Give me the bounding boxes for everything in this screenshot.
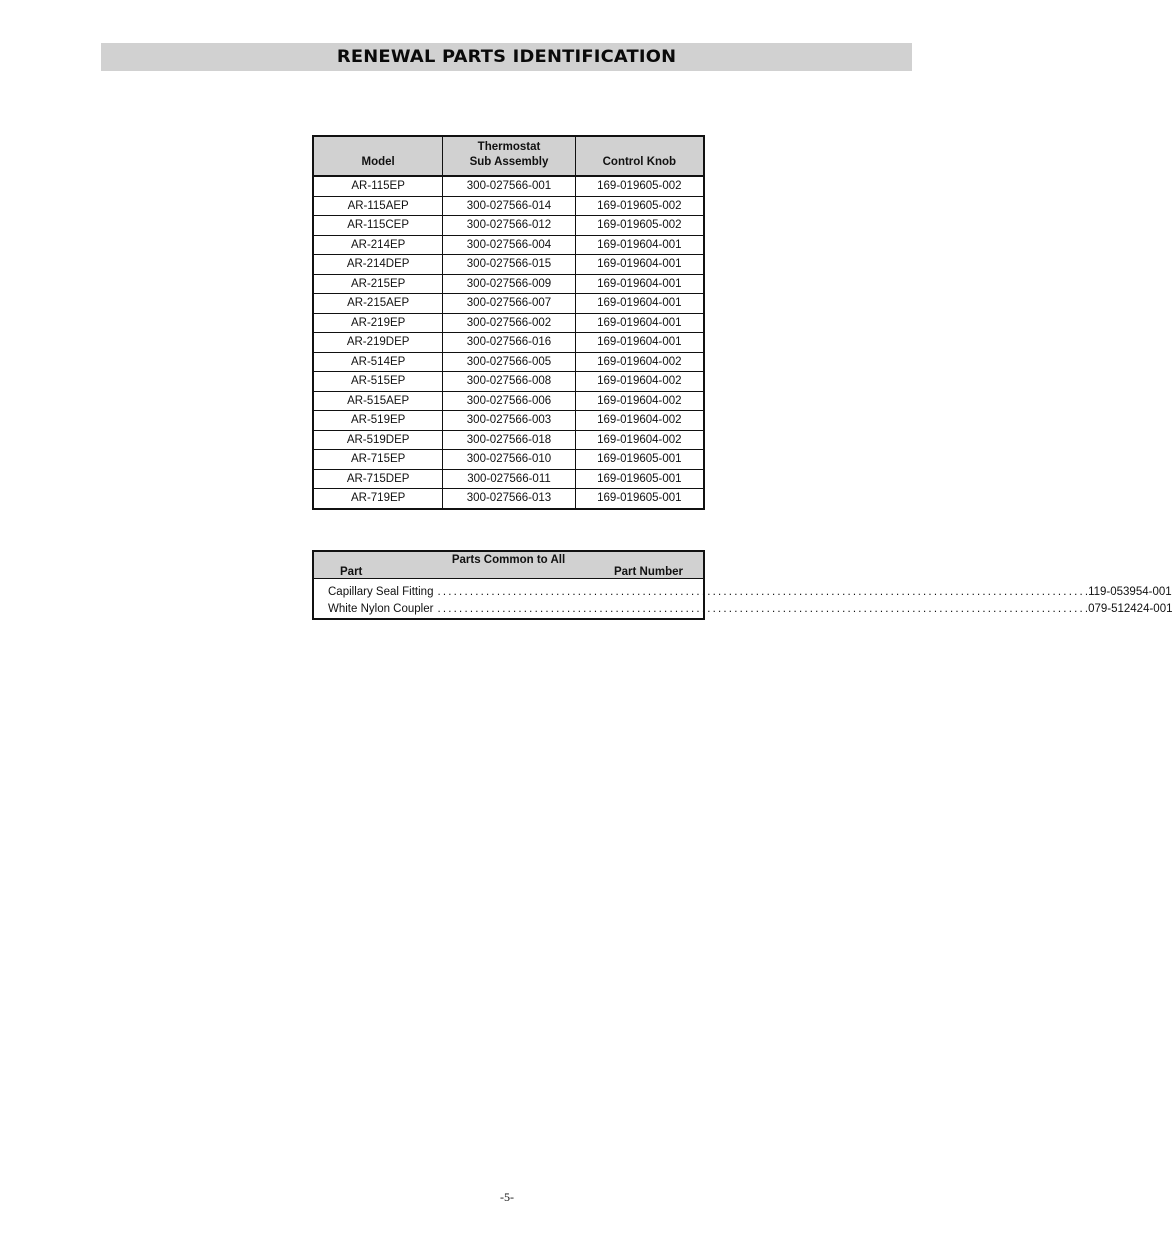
cell-control-knob: 169-019604-002 (575, 411, 704, 431)
cell-thermostat: 300-027566-014 (443, 196, 575, 216)
cell-thermostat: 300-027566-007 (443, 294, 575, 314)
cell-control-knob: 169-019605-001 (575, 469, 704, 489)
parts-common-number-label: Part Number (613, 566, 683, 578)
parts-common-box (312, 550, 1173, 620)
table-row (313, 333, 704, 353)
cell-control-knob: 169-019605-001 (575, 450, 704, 470)
table-row (313, 352, 704, 372)
cell-control-knob: 169-019604-002 (575, 391, 704, 411)
cell-model: AR-115CEP (313, 216, 443, 236)
cell-thermostat: 300-027566-009 (443, 274, 575, 294)
cell-control-knob: 169-019604-001 (575, 294, 704, 314)
table-row (313, 294, 704, 314)
table-row (313, 469, 704, 489)
cell-model: AR-214EP (313, 235, 443, 255)
table-row (313, 313, 704, 333)
cell-model: AR-115EP (351, 180, 405, 193)
parts-common-part-label: Part (340, 566, 363, 578)
cell-control-knob: 169-019605-002 (575, 196, 704, 216)
cell-control-knob: 169-019604-001 (575, 255, 704, 275)
cell-model: AR-215AEP (313, 294, 443, 314)
cell-control-knob: 169-019604-002 (575, 372, 704, 392)
cell-control-knob: 169-019604-001 (575, 313, 704, 333)
cell-model: AR-115AEP (313, 196, 443, 216)
dot-leader: ........................................................................................................................ (437, 603, 1085, 615)
cell-model: AR-519DEP (313, 430, 443, 450)
column-header-thermostat-line2: Sub Assembly (469, 156, 549, 168)
cell-thermostat: 300-027566-004 (443, 235, 575, 255)
cell-model: AR-715EP (313, 450, 443, 470)
table-row (313, 372, 704, 392)
cell-control-knob: 169-019604-002 (575, 352, 704, 372)
table-row (313, 274, 704, 294)
parts-common-header (314, 552, 703, 579)
cell-model: AR-219DEP (313, 333, 443, 353)
page-title: RENEWAL PARTS IDENTIFICATION (336, 47, 677, 67)
cell-control-knob: 169-019604-001 (575, 333, 704, 353)
cell-model: AR-515AEP (313, 391, 443, 411)
cell-thermostat: 300-027566-016 (443, 333, 575, 353)
cell-control-knob: 169-019604-002 (575, 430, 704, 450)
table-row (313, 216, 704, 236)
table-row (313, 489, 704, 509)
cell-control-knob: 169-019605-001 (575, 489, 704, 509)
table-row (313, 255, 704, 275)
cell-thermostat: 300-027566-013 (443, 489, 575, 509)
cell-model: AR-514EP (313, 352, 443, 372)
cell-model: AR-719EP (313, 489, 443, 509)
list-item (328, 581, 1172, 598)
cell-thermostat: 300-027566-003 (443, 411, 575, 431)
section-title-bar (101, 43, 912, 71)
cell-thermostat: 300-027566-011 (443, 469, 575, 489)
table-row (313, 235, 704, 255)
cell-control-knob: 169-019604-001 (575, 274, 704, 294)
common-part-number: .119-053954-001 (1084, 586, 1172, 598)
table-row (313, 391, 704, 411)
column-header-control-knob: Control Knob (575, 136, 704, 176)
list-item (328, 598, 1173, 615)
dot-leader: ........................................................................................................................ (437, 586, 1085, 598)
table-row (313, 411, 704, 431)
common-part-number: .079-512424-001 (1084, 603, 1173, 615)
common-part-name: Capillary Seal Fitting (328, 586, 434, 598)
table-header-row (313, 136, 704, 176)
cell-thermostat: 300-027566-005 (443, 352, 575, 372)
cell-model: AR-515EP (313, 372, 443, 392)
table-row (313, 450, 704, 470)
cell-thermostat: 300-027566-010 (443, 450, 575, 470)
table-body (313, 176, 704, 509)
cell-model: AR-715DEP (313, 469, 443, 489)
parts-common-title: Parts Common to All (451, 554, 566, 566)
cell-model: AR-214DEP (313, 255, 443, 275)
cell-thermostat: 300-027566-008 (443, 372, 575, 392)
cell-thermostat: 300-027566-015 (443, 255, 575, 275)
cell-control-knob: 169-019605-002 (575, 216, 704, 236)
table-row (313, 196, 704, 216)
column-header-thermostat (443, 136, 575, 176)
cell-control-knob: 169-019604-001 (575, 235, 704, 255)
cell-model: AR-519EP (313, 411, 443, 431)
cell-thermostat: 300-027566-006 (443, 391, 575, 411)
renewal-parts-table (312, 135, 705, 510)
cell-thermostat: 300-027566-002 (443, 313, 575, 333)
table-row (313, 430, 704, 450)
parts-common-list (314, 581, 1173, 615)
cell-model: AR-219EP (313, 313, 443, 333)
column-header-model: Model (313, 136, 443, 176)
cell-control-knob: 169-019605-002 (575, 176, 704, 196)
cell-thermostat: 300-027566-012 (443, 216, 575, 236)
cell-model: AR-215EP (313, 274, 443, 294)
cell-thermostat: 300-027566-018 (443, 430, 575, 450)
column-header-thermostat-line1: Thermostat (477, 141, 541, 153)
table-row (313, 176, 704, 196)
cell-thermostat: 300-027566-001 (443, 176, 575, 196)
common-part-name: White Nylon Coupler (328, 603, 434, 615)
page-number: -5- (500, 1190, 514, 1204)
